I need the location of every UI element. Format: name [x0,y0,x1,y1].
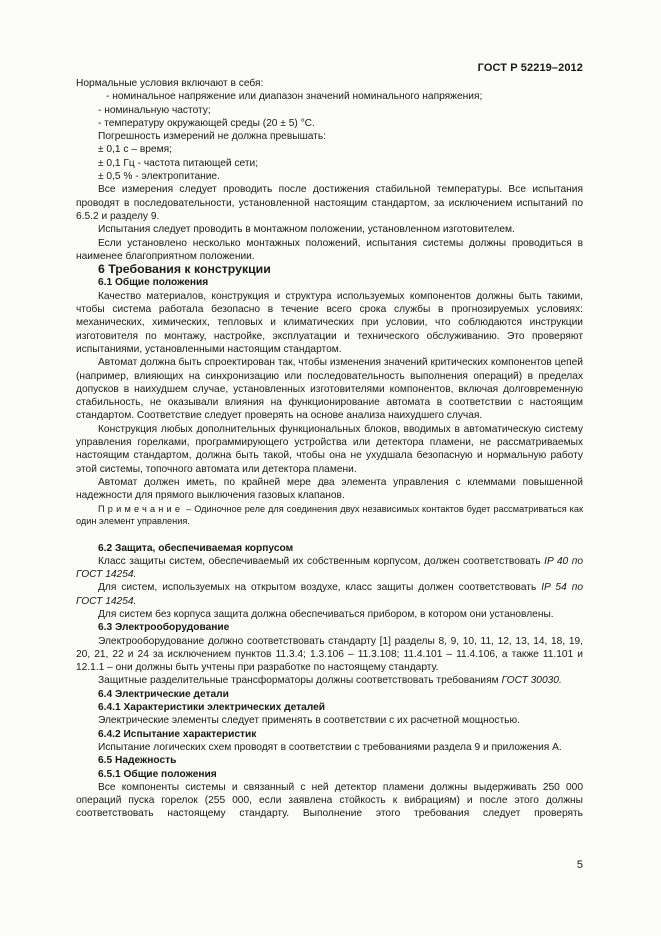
subsection-title: 6.2 Защита, обеспечиваемая корпусом [98,542,294,554]
body-paragraph: Испытание логических схем проводят в соответствии с требованиями раздела 9 и приложения А. [98,741,562,753]
error-lead: Погрешность измерений не должна превышать: [98,131,326,143]
note-text: – Одиночное реле для соединения двух независимых контактов будет рассматриваться как один элемент управления. [76,503,583,526]
error-item: ± 0,1 Гц - частота питающей сети; [98,157,259,169]
subsection-title: 6.4.1 Характеристики электрических деталей [98,702,326,714]
intro-item: - номинальное напряжение или диапазон значений номинального напряжения; [106,91,483,103]
standard-reference: ГОСТ 30030. [501,675,562,687]
intro-item: - номинальную частоту; [98,104,211,116]
body-paragraph: Все компоненты системы и связанный с ней детектор пламени должны выдерживать 250 000 операций пуска горелок (255 000, если заявлена стойкость к вибрациям) и после этого должны соответствовать настоящему стандарту. Выполнение этого требования следует проверять [76,781,583,820]
subsection-title: 6.5 Надежность [98,755,177,767]
body-paragraph: Для систем без корпуса защита должна обеспечиваться прибором, в котором они установлены. [98,608,554,620]
body-paragraph: Качество материалов, конструкция и структура используемых компонентов должны быть такими, чтобы система работала безопасно в течение всего срока службы в прогнозируемых условиях: механических, химических, тепловых и климатических при условии, что соблюдаются инструкции изготовителя по монтажу, настройке, эксплуатации и технического обслуживанию. Это проверяют испытаниями, установленными настоящим стандартом. [76,290,583,355]
intro-lead: Нормальные условия включают в себя: [76,78,264,89]
subsection-title: 6.4 Электрические детали [98,688,229,700]
page-content [76,77,583,821]
intro-item: - температуру окружающей среды (20 ± 5) °С. [98,117,315,129]
body-paragraph [76,555,583,582]
intro-paragraph: Если установлено несколько монтажных положений, испытания системы должны проводиться в наименее благоприятном положении. [76,237,583,262]
error-item: ± 0,5 % - электропитание. [98,171,220,183]
note-label: Примечание [98,503,184,514]
body-text: Класс защиты систем, обеспечиваемый их собственным корпусом, должен соответствовать [98,555,545,567]
subsection-title: 6.5.1 Общие положения [98,768,217,780]
subsection-title: 6.4.2 Испытание характеристик [98,728,257,740]
body-paragraph [76,674,583,687]
subsection-title: 6.3 Электрооборудование [98,622,230,634]
document-id: ГОСТ Р 52219–2012 [477,62,583,74]
body-paragraph: Электрооборудование должно соответствовать стандарту [1] разделы 8, 9, 10, 11, 12, 13, 14, 18, 19, 20, 21, 22 и 24 за исключением пунктов 11.3.4; 1.3.106 – 11.3.108; 11.4.101 – 11.4.106, а также 11.101 и 12.1.1 – они должны быть учтены при разработке по настоящему стандарту. [76,635,583,674]
body-paragraph: Конструкция любых дополнительных функциональных блоков, вводимых в автоматическую систему управления горелками, программирующего устройства или детектора пламени, не рассматриваемых настоящим стандартом, должна быть такой, чтобы она не ухудшала безопасную и нормальную работу этой системы, топочного автомата или детектора пламени. [76,423,583,475]
body-paragraph: Автомат должна быть спроектирован так, чтобы изменения значений критических компонентов цепей (например, влияющих на синхронизацию или последовательность выполнения операций) в пределах допусков в наихудшем случае, установленных изготовителями компонентов, включая долговременную стабильность, не оказывали влияния на функционирование автомата в соответствии с настоящим стандартом. Соответствие следует проверять на основе анализа наихудшего случая. [76,357,583,422]
standard-reference: IP 40 по ГОСТ 14254. [76,555,583,581]
standard-reference: IP 54 по ГОСТ 14254. [76,582,583,607]
note [76,503,583,527]
subsection-title: 6.1 Общие положения [98,277,209,289]
intro-paragraph: Все измерения следует проводить после достижения стабильной температуры. Все испытания проводят в последовательности, установленной настоящим стандартом, за исключением испытаний по 6.5.2 и разделу 9. [76,184,583,222]
page-number: 5 [576,859,583,871]
intro-paragraph: Испытания следует проводить в монтажном положении, установленном изготовителем. [98,224,515,236]
body-text: Для систем, используемых на открытом воздухе, класс защиты должен соответствовать [98,582,542,594]
body-text: Защитные разделительные трансформаторы должны соответствовать требованиям [98,675,502,687]
error-item: ± 0,1 с – время; [98,144,172,156]
body-paragraph: Автомат должен иметь, по крайней мере два элемента управления с клеммами повышенной надежности для прямого выключения газовых клапанов. [76,476,583,502]
section-title: 6 Требования к конструкции [98,262,271,277]
body-paragraph [76,581,583,608]
body-paragraph: Электрические элементы следует применять в соответствии с их расчетной мощностью. [98,715,520,727]
